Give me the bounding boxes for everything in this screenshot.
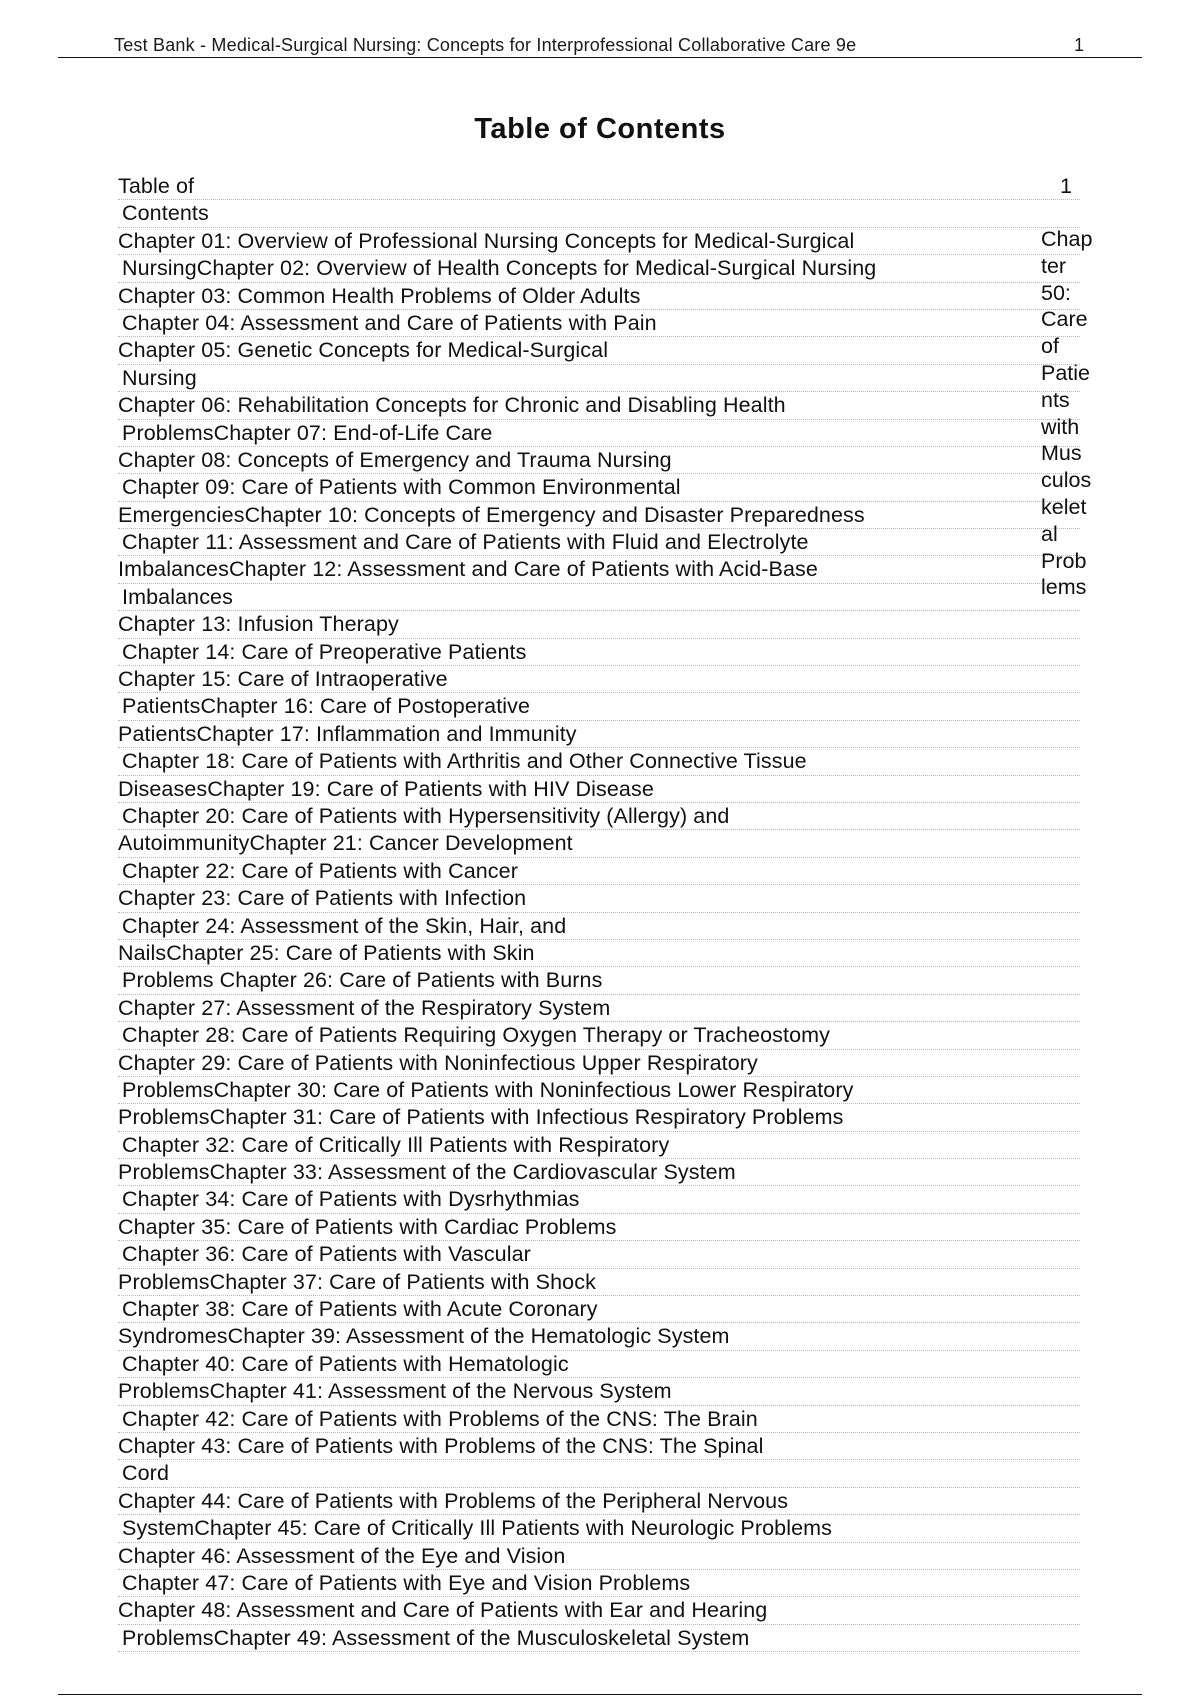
toc-entry[interactable] [118, 228, 1080, 255]
toc-entry[interactable] [118, 255, 1080, 282]
toc-entry-text: Imbalances [122, 584, 233, 609]
toc-entry-text: Chapter 20: Care of Patients with Hypersensitivity (Allergy) and [122, 803, 730, 828]
toc-entry-text: Chapter 05: Genetic Concepts for Medical-Surgical [118, 338, 609, 363]
toc-entry-text: Cord [122, 1461, 170, 1486]
toc-entry-text: Chapter 38: Care of Patients with Acute Coronary [122, 1297, 598, 1322]
toc-entry[interactable] [118, 858, 1080, 885]
toc-entry[interactable] [118, 1132, 1080, 1159]
toc-entry-page-number: 1 [1059, 174, 1072, 198]
toc-entry[interactable] [118, 392, 1080, 419]
toc-entry[interactable] [118, 1241, 1080, 1268]
toc-side-fragment: Care [1041, 307, 1088, 332]
toc-entry[interactable] [118, 173, 1080, 200]
toc-entry[interactable] [118, 885, 1080, 912]
toc-side-fragment: 50: [1041, 280, 1071, 305]
toc-entry[interactable] [118, 556, 1080, 583]
toc-entry[interactable] [118, 337, 1080, 364]
toc-entry-text: ProblemsChapter 31: Care of Patients with Infectious Respiratory Problems [118, 1105, 844, 1130]
toc-entry-text: Chapter 36: Care of Patients with Vascular [122, 1242, 531, 1267]
toc-entry[interactable] [118, 748, 1080, 775]
toc-entry[interactable] [118, 1625, 1080, 1652]
toc-entry[interactable] [118, 913, 1080, 940]
toc-entry[interactable] [118, 639, 1080, 666]
toc-entry-text: Chapter 18: Care of Patients with Arthritis and Other Connective Tissue [122, 749, 807, 774]
toc-entry-text: Chapter 22: Care of Patients with Cancer [122, 858, 518, 883]
toc-entry[interactable] [118, 447, 1080, 474]
toc-entry-text: Nursing [122, 365, 197, 390]
toc-entry-text: Chapter 15: Care of Intraoperative [118, 667, 448, 692]
toc-entry[interactable] [118, 474, 1080, 501]
toc-side-fragment: kelet [1041, 494, 1087, 519]
toc-entry-text: Chapter 48: Assessment and Care of Patients with Ear and Hearing [118, 1598, 768, 1623]
toc-entry-text: Chapter 14: Care of Preoperative Patients [122, 639, 527, 664]
toc-entry-text: Problems Chapter 26: Care of Patients with Burns [122, 968, 603, 993]
toc-entry-text: Chapter 46: Assessment of the Eye and Vision [118, 1543, 566, 1568]
toc-entry[interactable] [118, 365, 1080, 392]
toc-entry-text: Chapter 42: Care of Patients with Problems of the CNS: The Brain [122, 1406, 758, 1431]
toc-entry[interactable] [118, 693, 1080, 720]
toc-heading: Table of Contents [474, 113, 726, 145]
toc-entry-text: Chapter 23: Care of Patients with Infection [118, 886, 527, 911]
toc-entry[interactable] [118, 584, 1080, 611]
toc-entry-text: Chapter 04: Assessment and Care of Patients with Pain [122, 310, 657, 335]
toc-entry-text: AutoimmunityChapter 21: Cancer Development [118, 831, 573, 856]
toc-entry[interactable] [118, 995, 1080, 1022]
toc-entry[interactable] [118, 1269, 1080, 1296]
toc-entry[interactable] [118, 830, 1080, 857]
toc-entry-text: Chapter 01: Overview of Professional Nursing Concepts for Medical-Surgical [118, 228, 855, 253]
toc-entry[interactable] [118, 666, 1080, 693]
toc-entry-text: Chapter 29: Care of Patients with Noninfectious Upper Respiratory [118, 1050, 758, 1075]
toc-side-column [1041, 226, 1097, 601]
toc-entry-text: Chapter 08: Concepts of Emergency and Trauma Nursing [118, 447, 672, 472]
toc-entry-text: Chapter 06: Rehabilitation Concepts for Chronic and Disabling Health [118, 393, 786, 418]
toc-entry-text: SyndromesChapter 39: Assessment of the Hematologic System [118, 1324, 730, 1349]
toc-entry[interactable] [118, 1186, 1080, 1213]
toc-side-fragment: of [1041, 334, 1059, 359]
toc-entry-text: Contents [122, 201, 209, 226]
toc-entry-text: Chapter 24: Assessment of the Skin, Hair, and [122, 913, 567, 938]
toc-entry-text: Chapter 35: Care of Patients with Cardiac Problems [118, 1214, 617, 1239]
toc-entry-text: ProblemsChapter 37: Care of Patients with Shock [118, 1269, 596, 1294]
toc-entry-text: Chapter 47: Care of Patients with Eye and Vision Problems [122, 1570, 691, 1595]
toc-entry[interactable] [118, 310, 1080, 337]
toc-entry[interactable] [118, 1406, 1080, 1433]
toc-entry-text: NursingChapter 02: Overview of Health Concepts for Medical-Surgical Nursing [122, 256, 877, 281]
toc-entry-text: Chapter 44: Care of Patients with Problems of the Peripheral Nervous [118, 1488, 789, 1513]
page-header [58, 33, 1142, 58]
toc-entry-text: Chapter 40: Care of Patients with Hematologic [122, 1351, 569, 1376]
toc-entry-text: ImbalancesChapter 12: Assessment and Care of Patients with Acid-Base [118, 557, 818, 582]
toc-side-fragment: with [1041, 414, 1080, 439]
header-page-number: 1 [1074, 35, 1085, 55]
toc-entry[interactable] [118, 1433, 1080, 1460]
toc-entry[interactable] [118, 1515, 1080, 1542]
footer-rule [58, 1694, 1142, 1695]
toc-entry[interactable] [118, 611, 1080, 638]
toc-entry[interactable] [118, 940, 1080, 967]
toc-entry[interactable] [118, 1104, 1080, 1131]
toc-side-fragment: Chap [1041, 227, 1093, 251]
toc-entry[interactable] [118, 200, 1080, 227]
toc-entry[interactable] [118, 1050, 1080, 1077]
toc-entry-text: Chapter 03: Common Health Problems of Older Adults [118, 283, 641, 308]
toc-entry-text: ProblemsChapter 33: Assessment of the Cardiovascular System [118, 1160, 736, 1185]
toc-entry[interactable] [118, 1159, 1080, 1186]
toc-side-fragment: Prob [1041, 548, 1087, 573]
toc-entry-text: DiseasesChapter 19: Care of Patients with HIV Disease [118, 776, 654, 801]
toc-entry[interactable] [118, 721, 1080, 748]
toc-entry[interactable] [118, 1460, 1080, 1487]
toc-entry-text: Chapter 32: Care of Critically Ill Patients with Respiratory [122, 1132, 670, 1157]
toc-entry-text: Chapter 09: Care of Patients with Common Environmental [122, 475, 681, 500]
toc-entry[interactable] [118, 1323, 1080, 1350]
toc-entry[interactable] [118, 1543, 1080, 1570]
toc-entry-text: PatientsChapter 17: Inflammation and Immunity [118, 721, 577, 746]
toc-entry[interactable] [118, 502, 1080, 529]
toc-entry[interactable] [118, 1296, 1080, 1323]
toc-side-fragment: lems [1041, 575, 1087, 600]
toc-entry-text: ProblemsChapter 49: Assessment of the Musculoskeletal System [122, 1625, 750, 1650]
toc-entry[interactable] [118, 803, 1080, 830]
toc-entry-text: SystemChapter 45: Care of Critically Ill Patients with Neurologic Problems [122, 1516, 833, 1541]
toc-side-fragment: al [1041, 521, 1058, 546]
toc-entry[interactable] [118, 1077, 1080, 1104]
toc-entry[interactable] [118, 1351, 1080, 1378]
toc-entry-text: Chapter 28: Care of Patients Requiring Oxygen Therapy or Tracheostomy [122, 1023, 831, 1048]
toc-side-fragment: Patie [1041, 360, 1091, 385]
toc-entry[interactable] [118, 283, 1080, 310]
toc-entry-text: ProblemsChapter 30: Care of Patients with Noninfectious Lower Respiratory [122, 1077, 854, 1102]
toc-entry-text: Chapter 27: Assessment of the Respiratory System [118, 995, 611, 1020]
toc-side-fragment: nts [1041, 387, 1070, 412]
toc-entry-text: PatientsChapter 16: Care of Postoperative [122, 694, 531, 719]
toc-entry[interactable] [118, 1378, 1080, 1405]
toc-entry[interactable] [118, 1597, 1080, 1624]
toc-entry-text: ProblemsChapter 07: End-of-Life Care [122, 420, 493, 445]
toc-entry[interactable] [118, 1570, 1080, 1597]
toc-side-fragment: ter [1041, 253, 1067, 278]
toc-entry[interactable] [118, 967, 1080, 994]
toc-entry[interactable] [118, 529, 1080, 556]
running-header-title: Test Bank - Medical-Surgical Nursing: Concepts for Interprofessional Collaborative Care 9e [114, 35, 857, 55]
toc-entry-text: Chapter 11: Assessment and Care of Patients with Fluid and Electrolyte [122, 530, 809, 555]
toc-entry-text: Chapter 13: Infusion Therapy [118, 612, 399, 637]
toc-list [118, 173, 1080, 1652]
toc-entry-text: ProblemsChapter 41: Assessment of the Nervous System [118, 1379, 672, 1404]
toc-entry[interactable] [118, 1488, 1080, 1515]
toc-entry[interactable] [118, 420, 1080, 447]
toc-entry-text: NailsChapter 25: Care of Patients with Skin [118, 940, 535, 965]
toc-entry[interactable] [118, 1214, 1080, 1241]
toc-entry-text: Chapter 43: Care of Patients with Problems of the CNS: The Spinal [118, 1433, 764, 1458]
toc-entry[interactable] [118, 1022, 1080, 1049]
toc-side-fragment: culos [1041, 468, 1092, 493]
toc-entry-text: EmergenciesChapter 10: Concepts of Emergency and Disaster Preparedness [118, 502, 865, 527]
toc-entry-text: Chapter 34: Care of Patients with Dysrhythmias [122, 1187, 580, 1212]
toc-entry[interactable] [118, 776, 1080, 803]
toc-entry-text: Table of [118, 174, 195, 198]
toc-side-fragment: Mus [1041, 441, 1082, 466]
